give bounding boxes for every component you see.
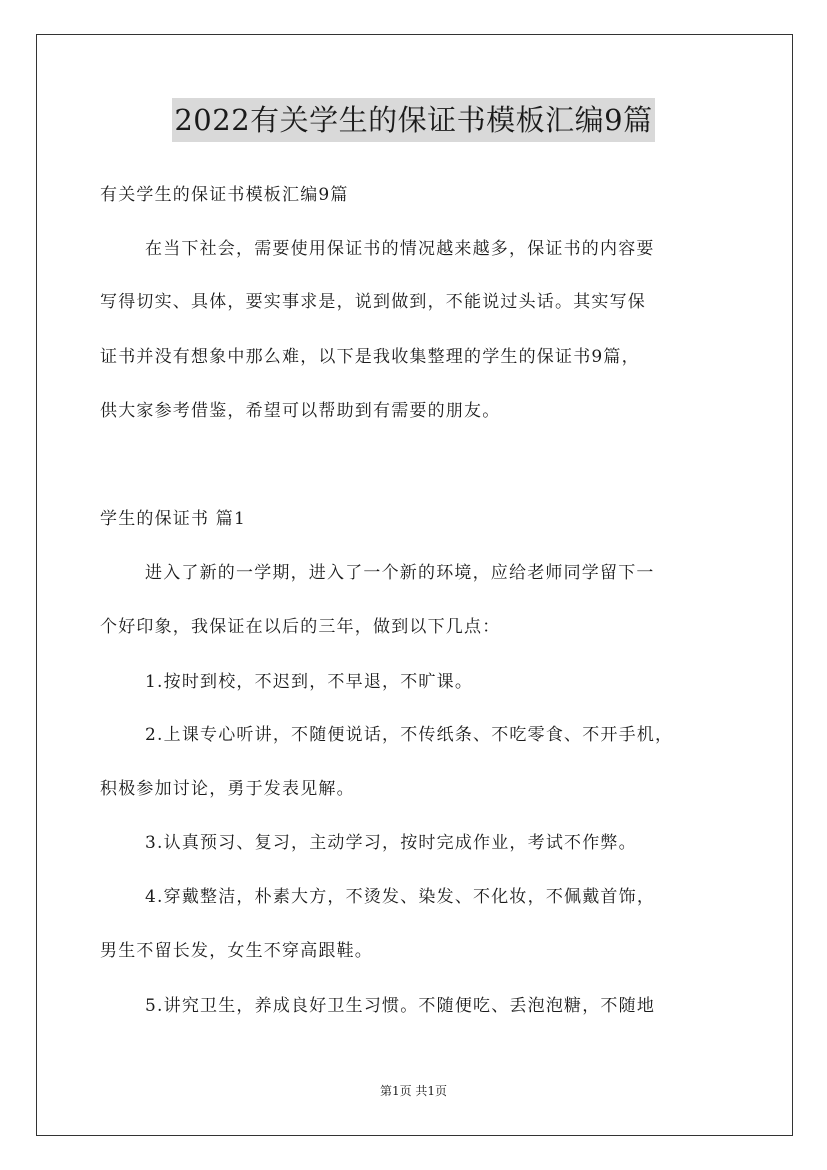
page-footer: 第1页 共1页 <box>379 1084 448 1098</box>
document-title: 2022有关学生的保证书模板汇编9篇 <box>172 98 654 142</box>
list-item: 1.按时到校，不迟到，不早退，不旷课。 <box>145 672 474 692</box>
paragraph-line: 在当下社会，需要使用保证书的情况越来越多，保证书的内容要 <box>145 239 655 259</box>
list-item: 4.穿戴整洁，朴素大方，不烫发、染发、不化妆，不佩戴首饰， <box>145 887 656 907</box>
list-item: 5.讲究卫生，养成良好卫生习惯。不随便吃、丢泡泡糖，不随地 <box>145 996 656 1016</box>
list-item-continuation: 男生不留长发，女生不穿高跟鞋。 <box>100 941 373 961</box>
list-item-continuation: 积极参加讨论，勇于发表见解。 <box>100 779 355 799</box>
list-item: 3.认真预习、复习，主动学习，按时完成作业，考试不作弊。 <box>145 833 637 853</box>
paragraph-line: 供大家参考借鉴，希望可以帮助到有需要的朋友。 <box>100 401 501 421</box>
paragraph-line: 进入了新的一学期，进入了一个新的环境，应给老师同学留下一 <box>145 563 655 583</box>
list-item: 2.上课专心听讲，不随便说话，不传纸条、不吃零食、不开手机， <box>145 725 674 745</box>
paragraph-line: 证书并没有想象中那么难，以下是我收集整理的学生的保证书9篇， <box>100 347 640 367</box>
title-wrap <box>0 98 827 142</box>
paragraph-line: 写得切实、具体，要实事求是，说到做到，不能说过头话。其实写保 <box>100 292 646 312</box>
subtitle-line: 有关学生的保证书模板汇编9篇 <box>100 185 349 205</box>
paragraph-line: 个好印象，我保证在以后的三年，做到以下几点： <box>100 617 501 637</box>
section-heading: 学生的保证书 篇1 <box>100 509 247 529</box>
